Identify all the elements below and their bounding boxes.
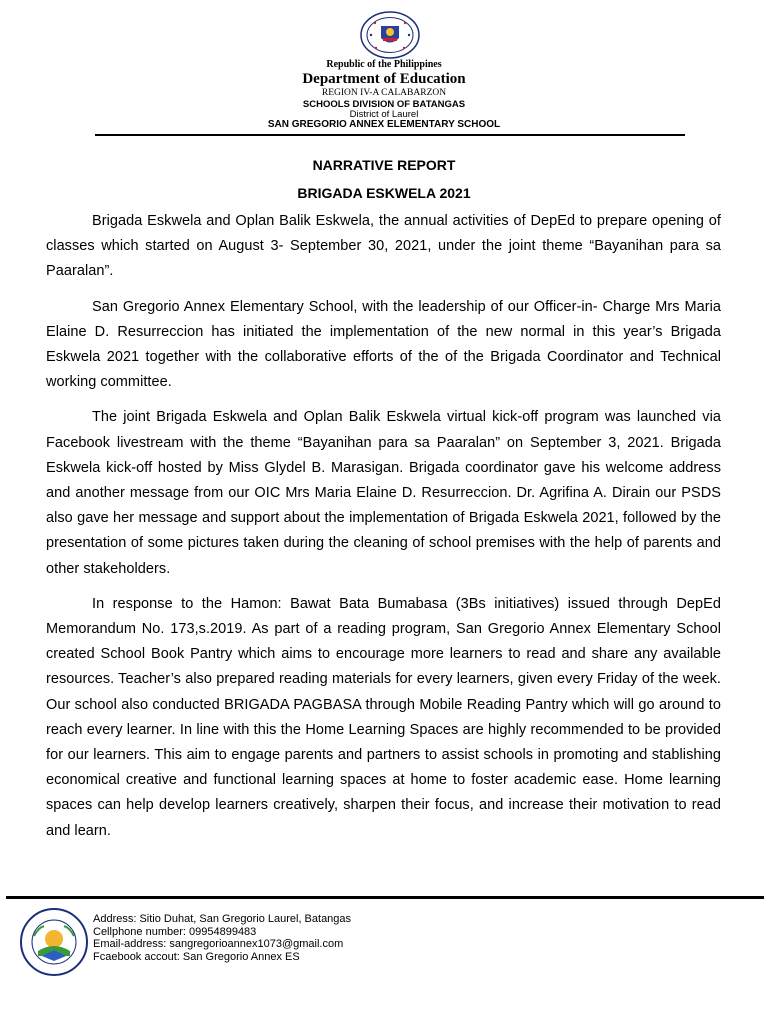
report-subtitle: BRIGADA ESKWELA 2021 [297, 185, 471, 201]
paragraph-1: Brigada Eskwela and Oplan Balik Eskwela, the annual activities of DepEd to prepare opening of classes which started on August 3- September 30, 2021, under the joint theme “Bayanihan para sa Paaralan”. [46, 213, 721, 280]
department-heading: Department of Education [302, 71, 466, 87]
header-divider [95, 134, 685, 136]
footer-email[interactable]: Email-address: sangregorioannex1073@gmail.com [93, 938, 344, 951]
footer-contact [93, 913, 351, 963]
school-logo [14, 906, 94, 976]
division-heading: SCHOOLS DIVISION OF BATANGAS [302, 99, 466, 110]
footer-address: Address: Sitio Duhat, San Gregorio Laurel, Batangas [93, 913, 352, 925]
paragraph-3: The joint Brigada Eskwela and Oplan Balik Eskwela virtual kick-off program was launched via Facebook livestream with the theme “Bayanihan para sa Paaralan” on September 3, 2021. Brigada Eskwela kick-off hosted by Miss Glydel B. Marasigan. Brigada coordinator gave his welcome address and another message from our OIC Mrs Maria Elaine D. Resurreccion. Dr. Agrifina A. Dirain our PSDS also gave her message and support about the implementation of Brigada Eskwela 2021, followed by the presentation of some pictures taken during the cleaning of school premises with the help of parents and other stakeholders. [46, 409, 721, 577]
region-heading: REGION IV-A CALABARZON [321, 88, 447, 98]
school-heading: SAN GREGORIO ANNEX ELEMENTARY SCHOOL [267, 119, 501, 130]
footer-divider [6, 896, 764, 899]
paragraph-4: In response to the Hamon: Bawat Bata Bumabasa (3Bs initiatives) issued through DepEd Memorandum No. 173,s.2019. As part of a reading program, San Gregorio Annex Elementary School created School Book Pantry which aims to encourage more learners to read and share any available resources. Teacher’s also prepared reading materials for every learners, given every Friday of the week. Our school also conducted BRIGADA PAGBASA through Mobile Reading Pantry which will go around to reach every learner. In line with this the Home Learning Spaces are highly recommended to be provided for our learners. This aim to engage parents and partners to assist schools in promoting and stablishing economical creative and functional learning spaces at home to foster academic ease. Home learning spaces can help develop learners creatively, sharpen their focus, and increase their motivation to read and learn. [46, 595, 721, 839]
footer-facebook: Fcaebook accout: San Gregorio Annex ES [93, 950, 300, 963]
district-heading: District of Laurel [349, 109, 419, 120]
deped-seal-logo [359, 11, 421, 59]
paragraph-2: San Gregorio Annex Elementary School, with the leadership of our Officer-in- Charge Mrs Maria Elaine D. Resurreccion has initiated the implementation of the new normal in this year’s Brigada Eskwela 2021 together with the collaborative efforts of the of the Brigada Coordinator and Technical working committee. [46, 298, 721, 391]
republic-heading: Republic of the Philippines [326, 59, 442, 70]
report-body [46, 209, 721, 854]
footer-cellphone: Cellphone number: 09954899483 [93, 925, 257, 938]
report-title: NARRATIVE REPORT [312, 157, 456, 173]
